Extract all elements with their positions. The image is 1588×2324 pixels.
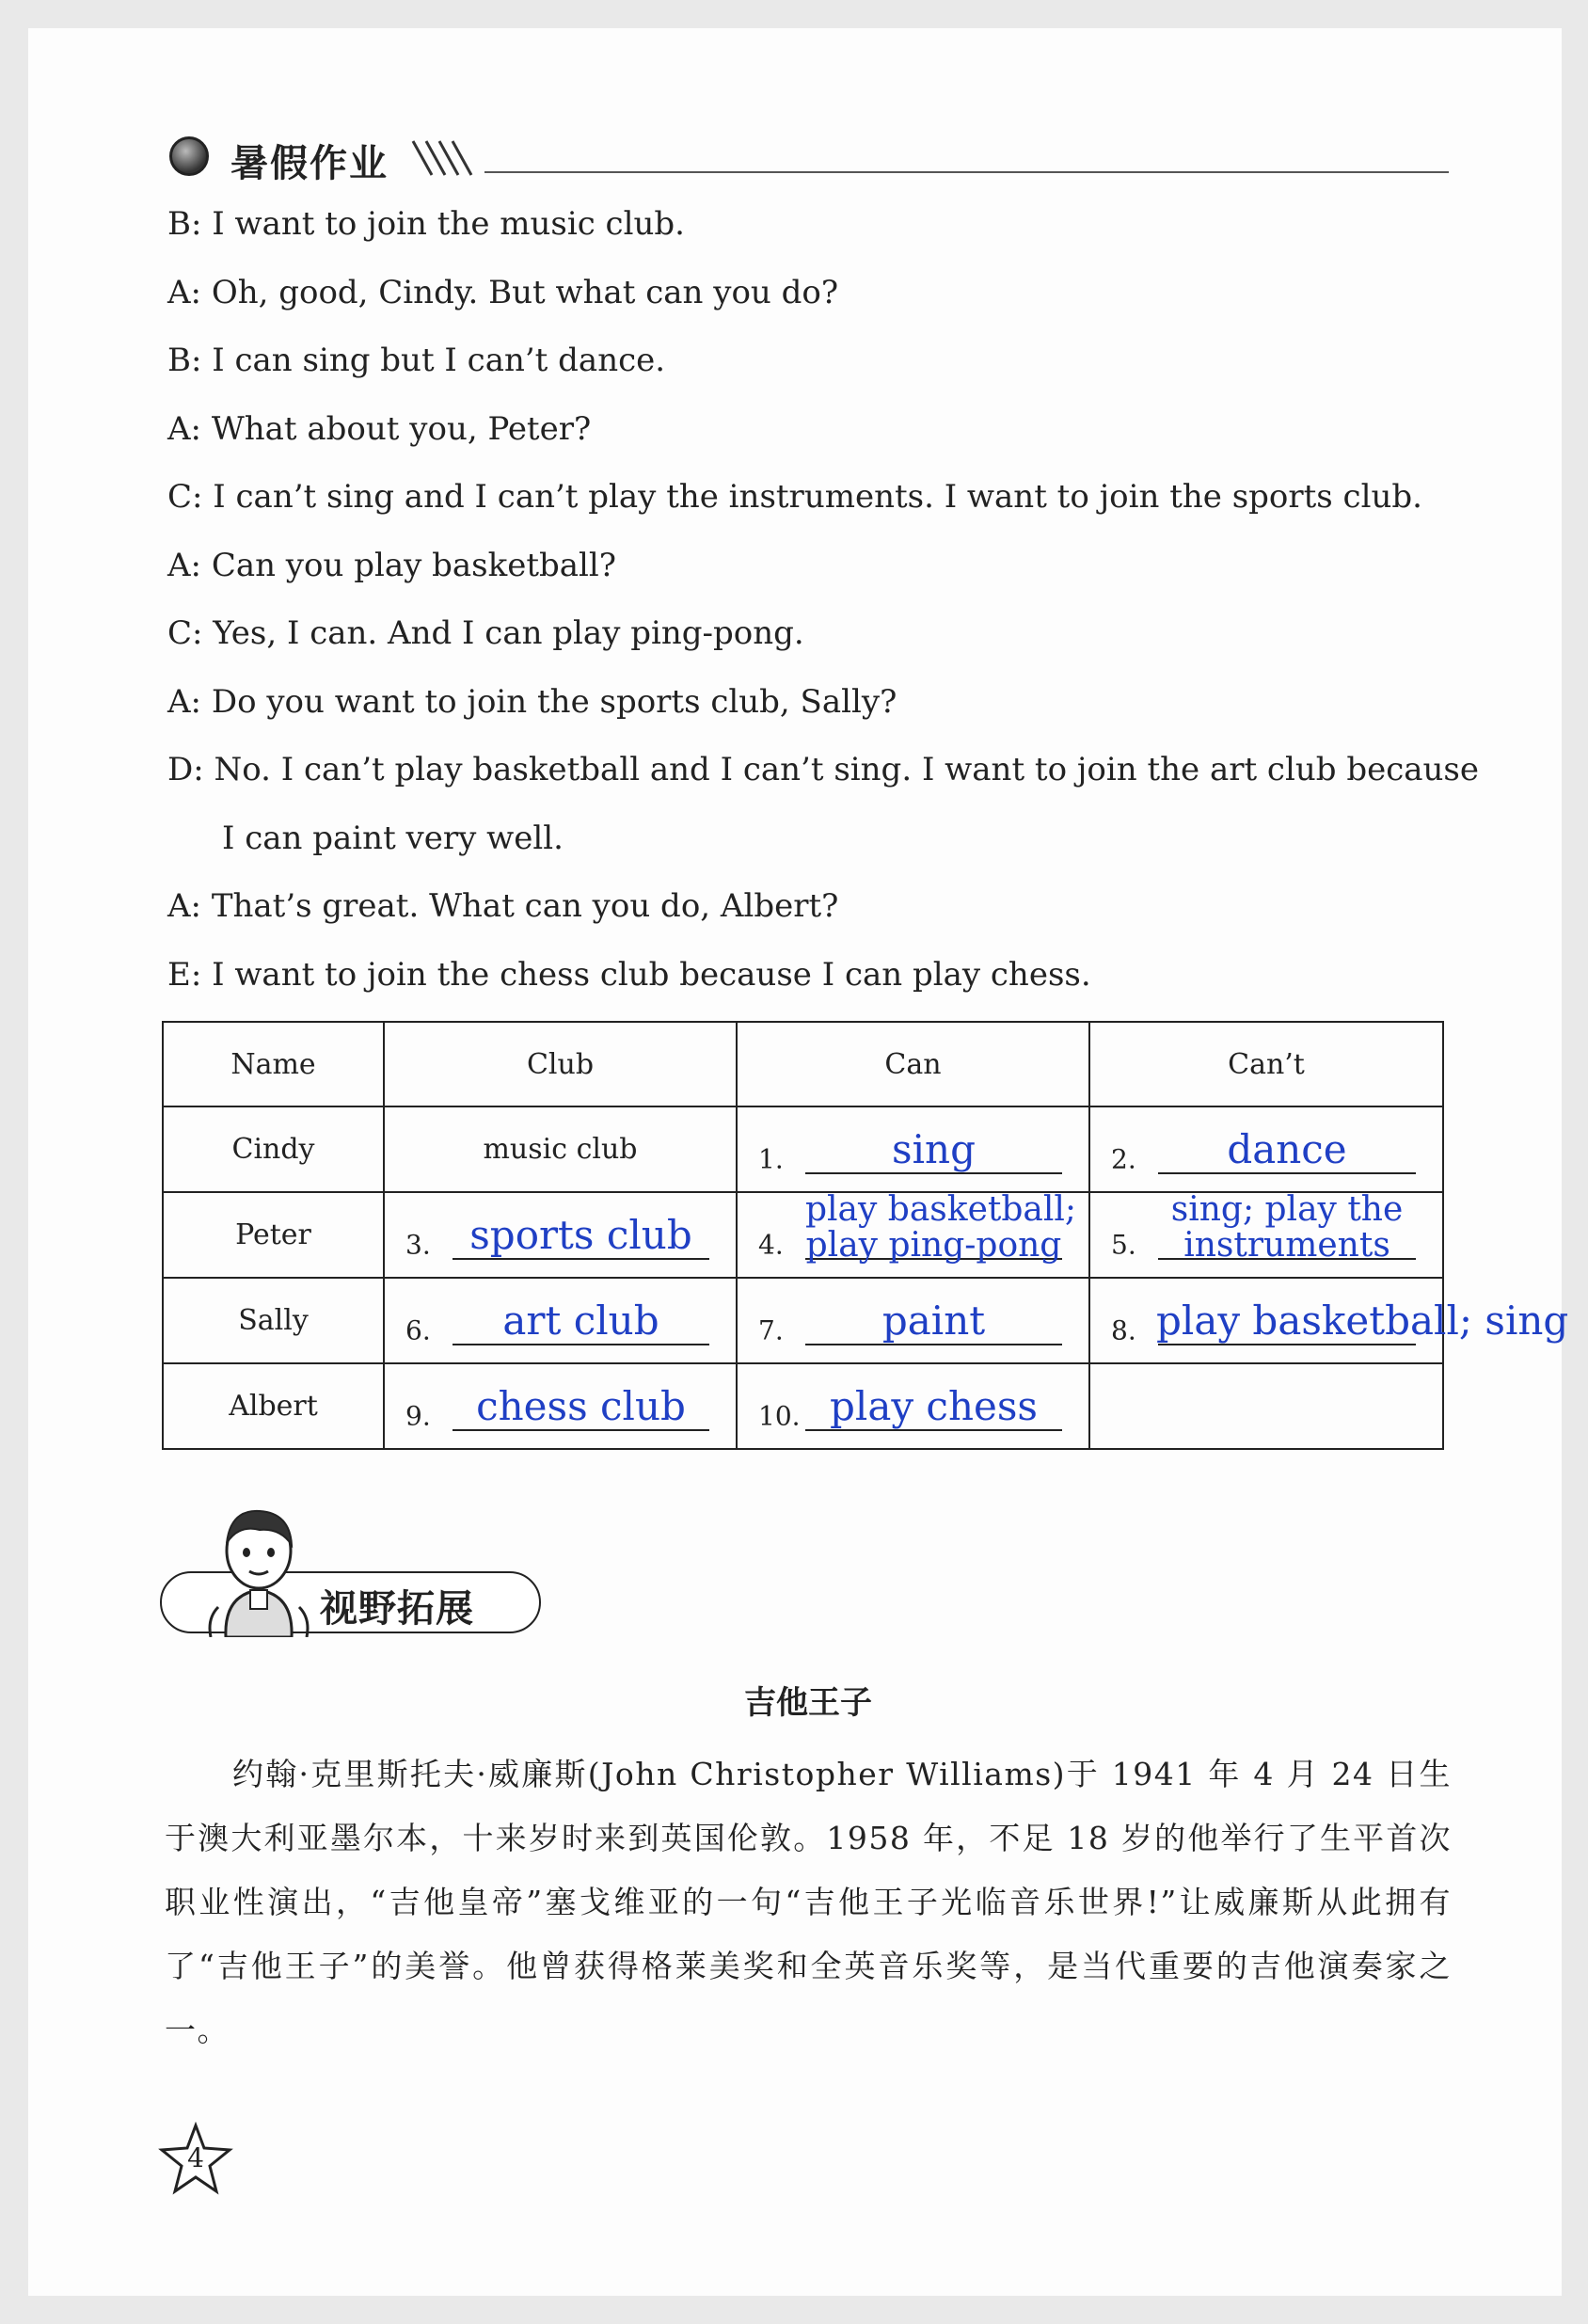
table-header-cell: Can xyxy=(737,1022,1089,1106)
table-header-row xyxy=(163,1022,1443,1106)
section-banner xyxy=(160,1496,555,1647)
answer-blank-line xyxy=(1158,1172,1416,1174)
table-row xyxy=(163,1278,1443,1363)
answer-blank-line xyxy=(805,1429,1062,1431)
table-cell xyxy=(737,1363,1089,1449)
page-header xyxy=(136,113,1449,188)
table-cell xyxy=(737,1106,1089,1192)
dialogue-line: D: No. I can’t play basketball and I can’t sing. I want to join the art club because xyxy=(167,751,1479,788)
article-paragraph: 约翰·克里斯托夫·威廉斯(John Christopher Williams)于 1941 年 4 月 24 日生于澳大利亚墨尔本，十来岁时来到英国伦敦。1958 年，不足 18 岁的他举行了生平首次职业性演出，“吉他皇帝”塞戈维亚的一句“吉他王子光临音乐世界!”让威廉斯从此拥有了“吉他王子”的美誉。他曾获得格莱美奖和全英音乐奖等，是当代重要的吉他演奏家之一。 xyxy=(165,1756,1452,2048)
table-cell xyxy=(1089,1278,1569,1363)
handwritten-answer: paint xyxy=(881,1297,986,1344)
handwritten-answer: dance xyxy=(1227,1126,1347,1172)
table-cell xyxy=(384,1192,737,1278)
answer-blank-line xyxy=(453,1429,709,1431)
blank-number: 9. xyxy=(405,1399,431,1431)
dialogue-line: B: I can sing but I can’t dance. xyxy=(167,342,666,379)
article-body xyxy=(165,1743,1452,2062)
dialogue-line: A: That’s great. What can you do, Albert? xyxy=(167,887,839,925)
slashes-decoration-icon xyxy=(409,137,475,179)
cell-text: music club xyxy=(483,1133,638,1166)
answer-blank-line xyxy=(1158,1344,1416,1345)
name-cell: Albert xyxy=(163,1363,384,1449)
blank-number: 1. xyxy=(758,1142,784,1174)
dialogue-line: C: Yes, I can. And I can play ping-pong. xyxy=(167,614,804,652)
handwritten-answer: play chess xyxy=(830,1383,1038,1429)
answer-blank-line xyxy=(805,1344,1062,1345)
blank-number: 7. xyxy=(758,1313,784,1345)
dialogue-line: I can paint very well. xyxy=(222,819,564,857)
answer-blank-line xyxy=(453,1258,709,1260)
table-cell xyxy=(384,1106,737,1192)
dialogue-line: A: Can you play basketball? xyxy=(167,546,616,584)
handwritten-answer: art club xyxy=(502,1297,659,1344)
section-title: 视野拓展 xyxy=(320,1587,474,1631)
blank-number: 6. xyxy=(405,1313,431,1345)
table-cell xyxy=(384,1278,737,1363)
handwritten-answer: sing xyxy=(892,1126,976,1172)
dialogue-line: E: I want to join the chess club because I can play chess. xyxy=(167,955,1091,994)
blank-number: 2. xyxy=(1111,1142,1136,1174)
dialogue xyxy=(167,198,1485,1016)
blank-number: 4. xyxy=(758,1228,784,1260)
dialogue-line: C: I can’t sing and I can’t play the instruments. I want to join the sports club. xyxy=(167,478,1422,516)
blank-number: 3. xyxy=(405,1228,431,1260)
table-row xyxy=(163,1192,1443,1278)
name-cell: Peter xyxy=(163,1192,384,1278)
page-number xyxy=(158,2122,233,2197)
table-cell xyxy=(737,1278,1089,1363)
page-number-text: 4 xyxy=(187,2142,204,2173)
blank-number: 5. xyxy=(1111,1228,1136,1260)
table-cell xyxy=(737,1192,1089,1278)
bullet-circle-icon xyxy=(169,136,209,176)
handwritten-answer: play basketball; sing xyxy=(1156,1297,1569,1344)
table-cell xyxy=(1089,1192,1443,1278)
handwritten-answer: chess club xyxy=(476,1383,686,1429)
table-row xyxy=(163,1106,1443,1192)
table-cell xyxy=(384,1363,737,1449)
club-table xyxy=(162,1021,1569,1450)
blank-number: 8. xyxy=(1111,1313,1136,1345)
blank-number: 10. xyxy=(758,1399,801,1431)
boy-illustration-icon xyxy=(198,1496,320,1637)
table-header-cell: Can’t xyxy=(1089,1022,1443,1106)
article-title: 吉他王子 xyxy=(744,1684,872,1722)
handwritten-answer: sports club xyxy=(469,1212,692,1258)
answer-blank-line xyxy=(805,1172,1062,1174)
table-row xyxy=(163,1363,1443,1449)
header-title: 暑假作业 xyxy=(230,142,389,185)
header-rule xyxy=(484,171,1449,173)
handwritten-answer: play basketball; play ping-pong xyxy=(805,1190,1077,1265)
table-header-cell: Name xyxy=(163,1022,384,1106)
handwritten-answer: sing; play the instruments xyxy=(1170,1190,1404,1265)
answer-blank-line xyxy=(453,1344,709,1345)
dialogue-line: A: Do you want to join the sports club, Sally? xyxy=(167,682,897,721)
dialogue-line: A: What about you, Peter? xyxy=(167,409,592,448)
dialogue-line: A: Oh, good, Cindy. But what can you do? xyxy=(167,273,839,311)
table-header-cell: Club xyxy=(384,1022,737,1106)
name-cell: Sally xyxy=(163,1278,384,1363)
dialogue-line: B: I want to join the music club. xyxy=(167,205,685,243)
name-cell: Cindy xyxy=(163,1106,384,1192)
table-cell xyxy=(1089,1106,1443,1192)
table-cell xyxy=(1089,1363,1443,1449)
